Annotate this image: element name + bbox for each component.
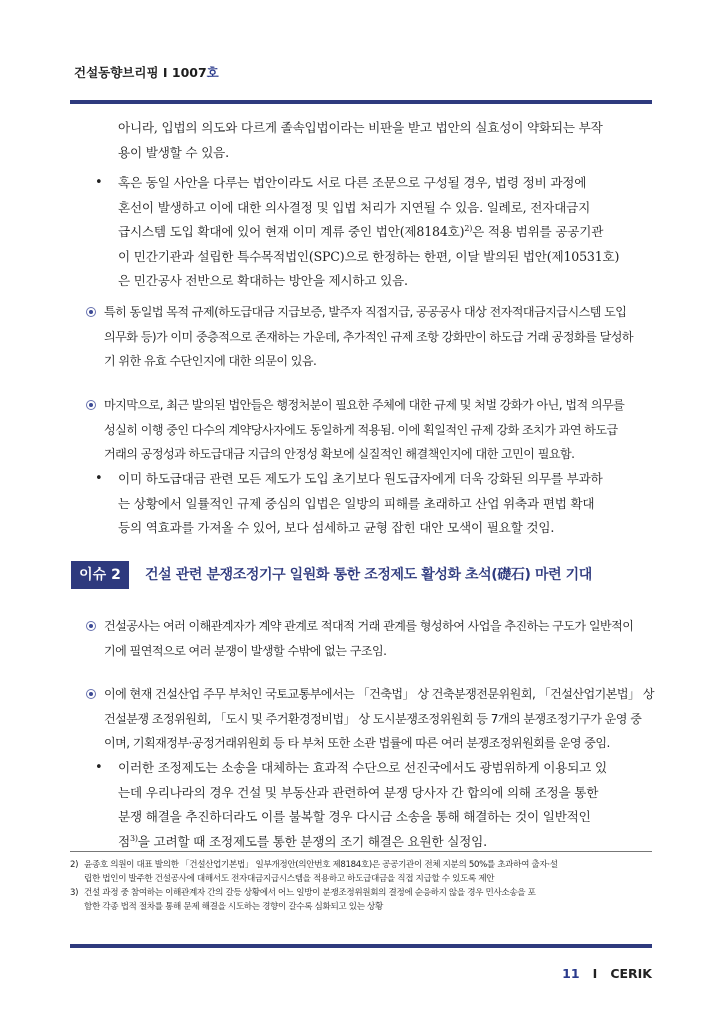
text-line: 기 위한 유효 수단인지에 대한 의문이 있음. <box>104 354 317 368</box>
bullet-dot: • <box>95 175 103 190</box>
paragraph-2 <box>118 171 654 294</box>
text-line: 마지막으로, 최근 발의된 법안들은 행정처분이 필요한 주체에 대한 규제 및 처벌 강화가 아닌, 법적 의무를 <box>104 398 625 412</box>
text-line: 은 민간공사 전반으로 확대하는 방안을 제시하고 있음. <box>118 273 408 288</box>
text-line: 건설공사는 여러 이해관계자가 계약 관계로 적대적 거래 관계를 형성하여 사업을 추진하는 구도가 일반적이 <box>104 619 634 633</box>
footnote-ref-2: 2) <box>464 223 473 233</box>
text-line: 용이 발생할 수 있음. <box>118 144 229 160</box>
text-segment: 은 적용 범위를 공공기관 <box>472 224 604 239</box>
issue-title: 건설 관련 분쟁조정기구 일원화 통한 조정제도 활성화 초석(礎石) 마련 기대 <box>145 567 592 583</box>
footnote-text: 건설 과정 중 참여하는 이해관계자 간의 갈등 상황에서 어느 일방이 분쟁조정위원회의 결정에 순응하지 않을 경우 민사소송을 포 <box>84 888 536 898</box>
text-line: 성실히 이행 중인 다수의 계약당사자에도 동일하게 적용됨. 이에 획일적인 규제 강화 조치가 과연 하도급 <box>104 422 618 437</box>
footnote-text: 윤종호 의원이 대표 발의한 「건설산업기본법」 일부개정안(의안번호 제8184호)은 공공기관이 전체 지분의 50%를 초과하여 출자·설 <box>84 860 558 870</box>
text-line: 이미 하도급대금 관련 모든 제도가 도입 초기보다 원도급자에게 더욱 강화된 의무를 부과하 <box>118 471 603 486</box>
paragraph-3 <box>104 300 656 374</box>
header-rule <box>70 100 652 104</box>
footer-org: CERIK <box>610 966 652 981</box>
text-line: 기에 필연적으로 여러 분쟁이 발생할 수밖에 없는 구조임. <box>104 643 387 658</box>
circle-bullet-icon <box>86 400 96 410</box>
text-line: 혼선이 발생하고 이에 대한 의사결정 및 입법 처리가 지연될 수 있음. 일례로, 전자대금지 <box>118 199 591 215</box>
text-line: 건설분쟁 조정위원회, 「도시 및 주거환경정비법」 상 도시분쟁조정위원회 등 7개의 분쟁조정기구가 운영 중 <box>104 711 642 726</box>
text-line: 등의 역효과를 가져올 수 있어, 보다 섬세하고 균형 잡힌 대안 모색이 필요할 것임. <box>118 520 555 535</box>
circle-bullet-icon <box>86 689 96 699</box>
text-line: 이에 현재 건설산업 주무 부처인 국토교통부에서는 「건축법」 상 건축분쟁전문위원회, 「건설산업기본법」 상 <box>104 687 654 701</box>
issue-label: 이슈 2 <box>71 561 129 589</box>
circle-bullet-icon <box>86 307 96 317</box>
text-line <box>118 220 654 245</box>
text-line: 는 상황에서 일률적인 규제 중심의 입법은 일방의 피해를 초래하고 산업 위축과 편법 확대 <box>118 495 595 511</box>
paragraph-8 <box>118 756 654 854</box>
text-line: 거래의 공정성과 하도급대금 지급의 안정성 확보에 실질적인 해결책인지에 대한 고민이 필요함. <box>104 447 575 461</box>
footnote-2 <box>70 858 654 886</box>
footer-rule <box>70 944 652 948</box>
text-line: 는데 우리나라의 경우 건설 및 부동산과 관련하여 분쟁 당사자 간 합의에 의해 조정을 통한 <box>118 784 599 800</box>
footnote-line <box>70 858 654 872</box>
paragraph-1 <box>118 116 654 165</box>
paragraph-6 <box>104 614 656 663</box>
circle-bullet-icon <box>86 621 96 631</box>
header-suffix: 호 <box>206 65 219 80</box>
footnote-number: 2) <box>70 860 79 870</box>
paragraph-7 <box>104 682 656 756</box>
text-line: 아니라, 입법의 의도와 다르게 졸속입법이라는 비판을 받고 법안의 실효성이 약화되는 부작 <box>118 120 603 135</box>
page-number: 11 <box>562 966 580 981</box>
footnote-line <box>70 886 654 900</box>
footnote-line: 립한 법인이 발주한 건설공사에 대해서도 전자대금지급시스템을 적용하고 하도급대금을 직접 지급할 수 있도록 제안 <box>84 874 495 884</box>
text-line: 이며, 기획재정부·공정거래위원회 등 타 부처 또한 소관 법률에 따른 여러 분쟁조정위원회를 운영 중임. <box>104 736 610 750</box>
text-line: 의무화 등)가 이미 중층적으로 존재하는 가운데, 추가적인 규제 조항 강화만이 하도급 거래 공정화를 달성하 <box>104 329 633 344</box>
text-line: 특히 동일법 목적 규제(하도급대금 지급보증, 발주자 직접지급, 공공공사 대상 전자적대금지급시스템 도입 <box>104 305 627 319</box>
footnote-number: 3) <box>70 888 79 898</box>
text-line: 분쟁 해결을 추진하더라도 이를 불복할 경우 다시금 소송을 통해 해결하는 것이 일반적인 <box>118 809 591 824</box>
footnote-ref-3: 3) <box>129 833 138 843</box>
header-title: 건설동향브리핑 Ι 1007 <box>74 65 207 80</box>
footer-separator: Ι <box>592 966 598 981</box>
text-line: 이 민간기관과 설립한 특수목적법인(SPC)으로 한정하는 한편, 이달 발의된 법안(제10531호) <box>118 248 620 264</box>
paragraph-5 <box>118 467 654 541</box>
footnote-line: 함한 각종 법적 절차를 통해 문제 해결을 시도하는 경향이 갈수록 심화되고 있는 상황 <box>84 902 383 912</box>
bullet-dot: • <box>95 760 103 775</box>
text-segment: 을 고려할 때 조정제도를 통한 분쟁의 조기 해결은 요원한 실정임. <box>137 833 487 849</box>
footnote-rule <box>70 851 652 852</box>
paragraph-4 <box>104 393 656 467</box>
text-segment: 점 <box>118 833 130 849</box>
page-header <box>74 63 219 81</box>
bullet-dot: • <box>95 471 103 486</box>
text-segment: 급시스템 도입 확대에 있어 현재 이미 계류 중인 법안(제8184호) <box>118 224 465 239</box>
text-line: 이러한 조정제도는 소송을 대체하는 효과적 수단으로 선진국에서도 광범위하게 이용되고 있 <box>118 760 607 775</box>
footnote-3 <box>70 886 654 914</box>
page-footer <box>562 966 652 981</box>
text-line: 혹은 동일 사안을 다루는 법안이라도 서로 다른 조문으로 구성될 경우, 법령 정비 과정에 <box>118 175 587 190</box>
